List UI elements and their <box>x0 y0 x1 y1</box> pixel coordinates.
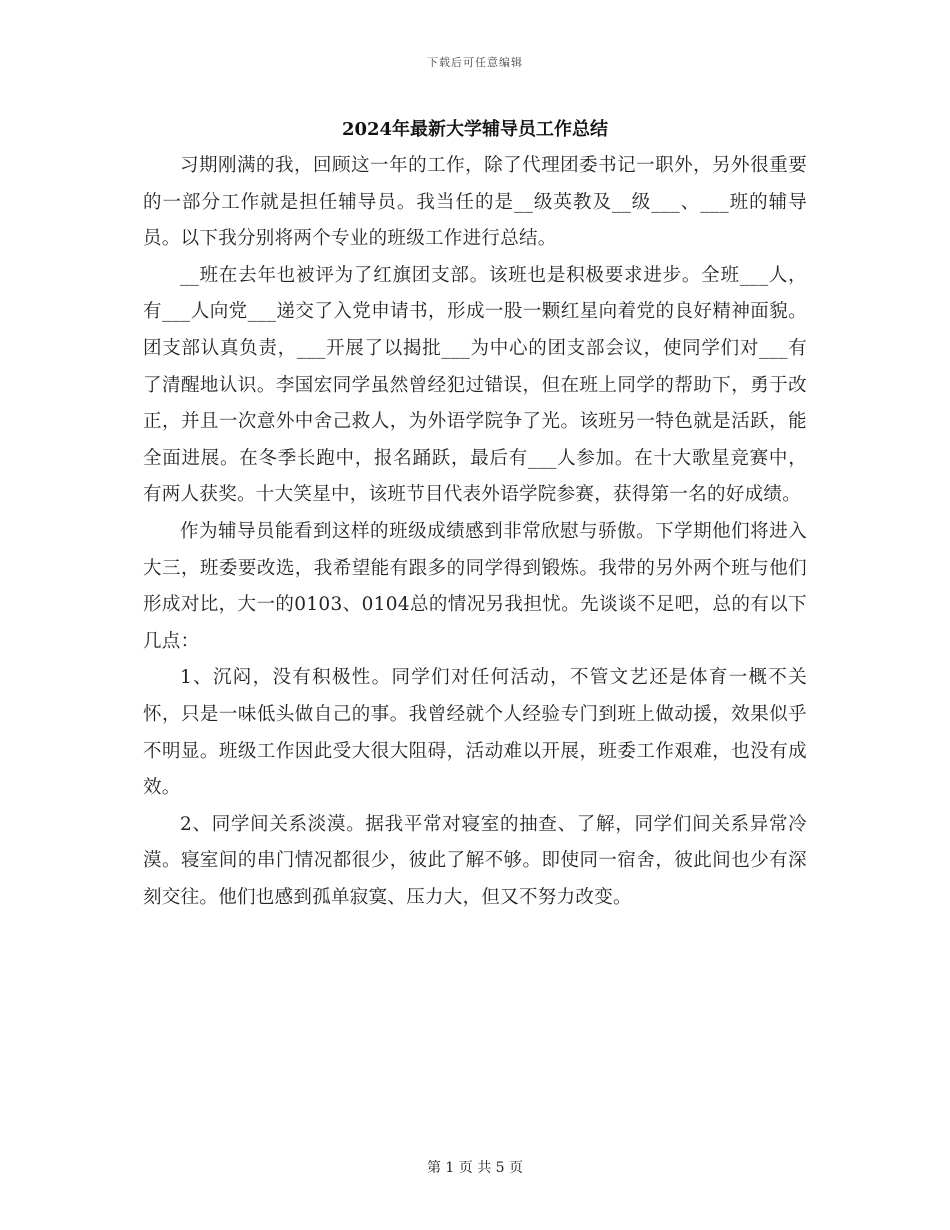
header-note: 下载后可任意编辑 <box>427 56 523 69</box>
paragraph-4: 1、沉闷，没有积极性。同学们对任何活动，不管文艺还是体育一概不关怀，只是一味低头做自己的事。我曾经就个人经验专门到班上做动援，效果似乎不明显。班级工作因此受大很大阻碍，活动难以开展，班委工作艰难，也没有成效。 <box>143 667 807 799</box>
page-number: 第 1 页 共 5 页 <box>426 1160 524 1176</box>
paragraph-3: 作为辅导员能看到这样的班级成绩感到非常欣慰与骄傲。下学期他们将进入大三，班委要改选，我希望能有跟多的同学得到锻炼。我带的另外两个班与他们形成对比，大一的0103、0104总的情况另我担忧。先谈谈不足吧，总的有以下几点： <box>143 520 807 652</box>
paragraph-2: __班在去年也被评为了红旗团支部。该班也是积极要求进步。全班___人，有___人向党___递交了入党申请书，形成一股一颗红星向着党的良好精神面貌。团支部认真负责，___开展了以揭批___为中心的团支部会议，使同学们对___有了清醒地认识。李国宏同学虽然曾经犯过错误，但在班上同学的帮助下，勇于改正，并且一次意外中舍己救人，为外语学院争了光。该班另一特色就是活跃，能全面进展。在冬季长跑中，报名踊跃，最后有___人参加。在十大歌星竞赛中，有两人获奖。十大笑星中，该班节目代表外语学院参赛，获得第一名的好成绩。 <box>143 264 807 506</box>
document-body <box>143 148 807 916</box>
paragraph-5: 2、同学间关系淡漠。据我平常对寝室的抽查、了解，同学们间关系异常冷漠。寝室间的串门情况都很少，彼此了解不够。即使同一宿舍，彼此间也少有深刻交往。他们也感到孤单寂寞、压力大，但又不努力改变。 <box>143 813 807 908</box>
document-title: 2024年最新大学辅导员工作总结 <box>341 119 609 140</box>
paragraph-1: 习期刚满的我，回顾这一年的工作，除了代理团委书记一职外，另外很重要的一部分工作就是担任辅导员。我当任的是__级英教及__级___、___班的辅导员。以下我分别将两个专业的班级工作进行总结。 <box>143 155 807 250</box>
